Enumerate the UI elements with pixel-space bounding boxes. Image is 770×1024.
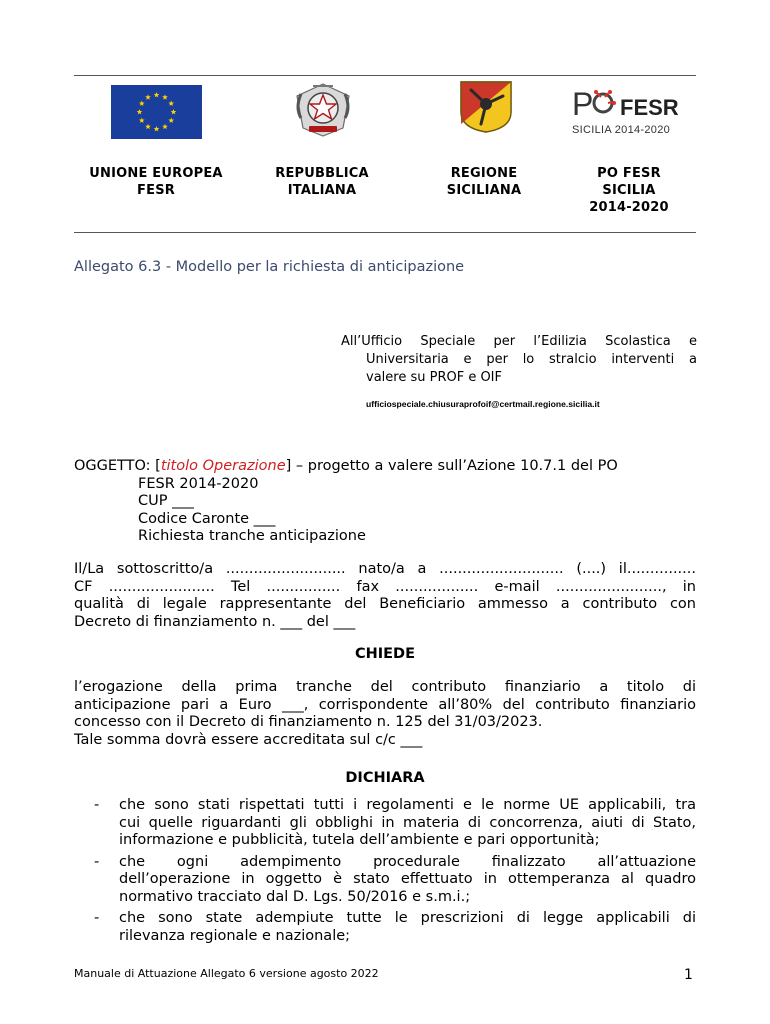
- svg-text:FESR: FESR: [620, 95, 679, 120]
- list-item: - che sono state adempiute tutte le prescrizioni di legge applicabili di rilevanza regionale e nazionale;: [94, 910, 696, 944]
- page-footer: Manuale di Attuazione Allegato 6 versione agosto 2022: [74, 967, 379, 980]
- logo-caption-sicily: REGIONE SICILIANA: [446, 166, 522, 198]
- recipient-line: valere su PROF e OIF: [366, 370, 502, 385]
- logo-caption-italy: REPUBBLICA ITALIANA: [275, 166, 369, 198]
- logo-caption-eu: UNIONE EUROPEA FESR: [89, 166, 223, 198]
- header-top-rule: [74, 75, 696, 76]
- eu-flag-icon: [111, 85, 202, 139]
- oggetto-cup: CUP ___: [138, 493, 194, 509]
- titolo-operazione-placeholder: titolo Operazione: [160, 458, 286, 474]
- page-number: 1: [684, 967, 693, 983]
- dichiara-heading: DICHIARA: [345, 770, 425, 786]
- svg-text:SICILIA 2014-2020: SICILIA 2014-2020: [572, 124, 671, 136]
- italian-emblem-icon: [291, 78, 355, 142]
- logo-caption-po-fesr: PO FESR SICILIA 2014-2020: [589, 166, 669, 215]
- sicily-coat-of-arms-icon: [457, 78, 515, 134]
- chiede-paragraph: l’erogazione della prima tranche del contributo finanziario a titolo di anticipazione pari a Euro ___, corrispondente all’80% del contributo finanziario concesso con il Decreto di finanziamento n. 125 del 31/03/2023. Tale somma dovrà essere accreditata sul c/c ___: [74, 679, 696, 748]
- dichiarante-paragraph: Il/La sottoscritto/a .......................... nato/a a ........................... (....) il............... CF ....................... Tel ................ fax .................. e-mail ......................., in qualità di legale rappresentante del Beneficiario ammesso a contributo con Decreto di finanziamento n. ___ del ___: [74, 561, 696, 630]
- recipient-line: Universitaria e per lo stralcio interventi a: [366, 352, 697, 367]
- oggetto-codice-caronte: Codice Caronte ___: [138, 510, 276, 527]
- allegato-title: Allegato 6.3 - Modello per la richiesta di anticipazione: [74, 259, 465, 275]
- oggetto-line: FESR 2014-2020: [138, 475, 259, 492]
- recipient-pec-address: ufficiospeciale.chiusuraprofoif@certmail.regione.sicilia.it: [366, 399, 600, 409]
- recipient-line: All’Ufficio Speciale per l’Edilizia Scolastica e: [341, 334, 697, 349]
- chiede-heading: CHIEDE: [354, 646, 416, 662]
- oggetto-block: [74, 458, 696, 546]
- oggetto-line: Richiesta tranche anticipazione: [138, 528, 366, 544]
- dichiara-list: [74, 797, 696, 945]
- oggetto-line: OGGETTO: [titolo Operazione] – progetto a valere sull’Azione 10.7.1 del PO: [74, 458, 618, 474]
- svg-text:P: P: [572, 86, 594, 122]
- recipient-address: [341, 333, 697, 387]
- header-bottom-rule: [74, 232, 696, 233]
- list-item: - che ogni adempimento procedurale finalizzato all’attuazione dell’operazione in oggetto è stato effettuato in ottemperanza al quadro normativo tracciato dal D. Lgs. 50/2016 e s.m.i.;: [94, 853, 696, 905]
- po-fesr-logo-icon: [570, 83, 690, 137]
- list-item: - che sono stati rispettati tutti i regolamenti e le norme UE applicabili, tra cui quelle riguardanti gli obblighi in materia di concorrenza, aiuti di Stato, informazione e pubblicità, tutela dell’ambiente e pari opportunità;: [94, 797, 696, 848]
